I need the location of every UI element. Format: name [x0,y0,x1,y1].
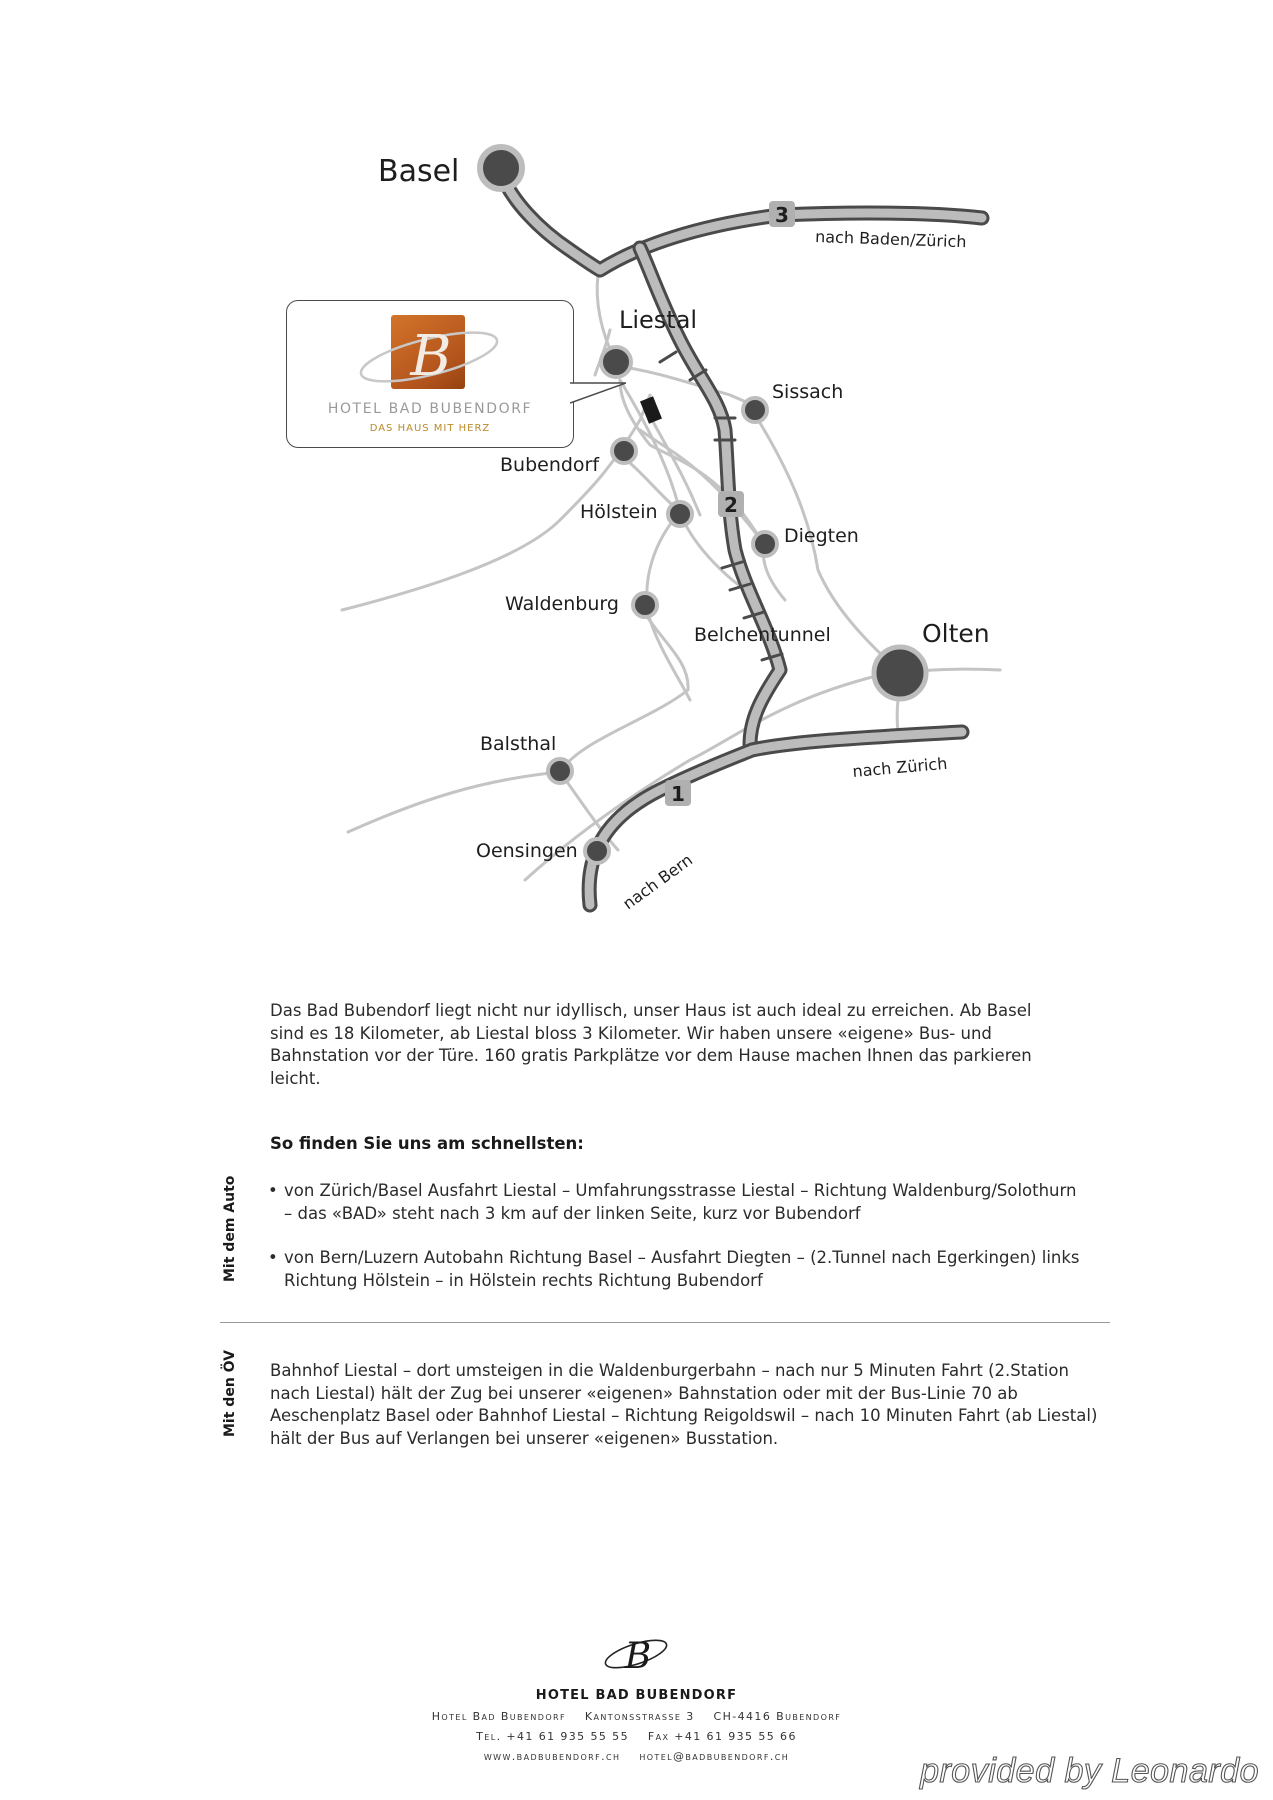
city-dot-basel [480,147,522,189]
city-dot-balsthal [548,759,572,783]
city-dot-liestal [601,347,631,377]
motorway-number-3: 3 [775,203,789,227]
footer-website-link[interactable]: www.badbubendorf.ch [483,1750,621,1763]
city-dot-sissach [743,398,767,422]
footer-fax: Fax +41 61 935 55 66 [647,1730,797,1743]
callout-pointer [570,381,626,405]
footer-name: Hotel Bad Bubendorf [431,1710,566,1723]
city-label-sissach: Sissach [772,381,844,403]
svg-text:B: B [410,324,452,389]
car-direction-item: • von Bern/Luzern Autobahn Richtung Basel – Ausfahrt Diegten – (2.Tunnel nach Egerkingen) links Richtung Hölstein – in Hölstein rechts Richtung Bubendorf [268,1247,1088,1292]
city-label-basel: Basel [378,154,460,189]
motorways [500,170,982,905]
footer-email-link[interactable]: hotel@badbubendorf.ch [639,1750,790,1763]
city-label-diegten: Diegten [784,525,859,547]
direction-label-bern: nach Bern [619,850,697,914]
direction-label-zuerich: nach Zürich [851,753,949,781]
city-label-liestal: Liestal [619,306,698,334]
footer-hotel-title: HOTEL BAD BUBENDORF [535,1688,738,1703]
directions-heading: So finden Sie uns am schnellsten: [270,1134,584,1153]
footer-monogram-icon [596,1628,676,1678]
footer-address-line [0,1710,1273,1723]
logo-hotel-name: HOTEL BAD BUBENDORF [327,401,533,417]
footer-phone-line [0,1730,1273,1743]
city-markers [480,147,926,863]
logo-monogram-icon [347,307,517,397]
section-label-public-transport: Mit den ÖV [222,1349,238,1437]
city-label-waldenburg: Waldenburg [505,593,619,615]
motorway-shield-2 [718,491,744,517]
city-label-balsthal: Balsthal [480,733,557,755]
car-directions-list [268,1180,1088,1314]
city-dot-oensingen [585,839,609,863]
city-dot-olten [874,647,926,699]
public-transport-paragraph: Bahnhof Liestal – dort umsteigen in die Waldenburgerbahn – nach nur 5 Minuten Fahrt (2.Station nach Liestal) hält der Zug bei unserer «eigenen» Bahnstation oder mit der Bus-Linie 70 ab Aeschenplatz Basel oder Bahnhof Liestal – Richtung Reigoldswil – nach 10 Minuten Fahrt (ab Liestal) hält der Bus auf Verlangen bei unserer «eigenen» Busstation. [270,1361,1098,1448]
hotel-logo-callout [286,300,574,448]
city-dot-waldenburg [633,593,657,617]
city-dot-hoelstein [668,502,692,526]
motorway-number-2: 2 [724,493,738,517]
motorway-shield-3 [769,201,795,227]
section-label-car: Mit dem Auto [222,1175,238,1282]
section-divider [220,1322,1110,1323]
provider-watermark: provided by Leonardo [920,1752,1259,1790]
car-direction-item: • von Zürich/Basel Ausfahrt Liestal – Umfahrungsstrasse Liestal – Richtung Waldenburg/Solothurn – das «BAD» steht nach 3 km auf der linken Seite, kurz vor Bubendorf [268,1180,1088,1225]
motorway-number-1: 1 [671,782,685,806]
city-dot-diegten [753,532,777,556]
svg-text:B: B [624,1636,652,1677]
city-label-hoelstein: Hölstein [580,501,658,523]
city-dot-bubendorf [612,439,636,463]
footer-street: Kantonsstrasse 3 [584,1710,695,1723]
footer-tel: Tel. +41 61 935 55 55 [476,1730,629,1743]
city-label-belchentunnel: Belchentunnel [694,624,831,646]
footer-city: CH-4416 Bubendorf [713,1710,842,1723]
motorway-shield-1 [665,780,691,806]
city-label-oensingen: Oensingen [476,840,578,862]
direction-label-baden-zuerich: nach Baden/Zürich [814,227,967,252]
city-label-bubendorf: Bubendorf [500,454,600,476]
intro-paragraph: Das Bad Bubendorf liegt nicht nur idyllisch, unser Haus ist auch ideal zu erreichen. Ab Basel sind es 18 Kilometer, ab Liestal bloss 3 Kilometer. Wir haben unsere «eigene» Bus- und Bahnstation vor der Türe. 160 gratis Parkplätze vor dem Hause machen Ihnen das parkieren leicht. [270,1001,1032,1088]
logo-tagline: DAS HAUS MIT HERZ [369,423,491,434]
city-label-olten: Olten [922,619,990,648]
